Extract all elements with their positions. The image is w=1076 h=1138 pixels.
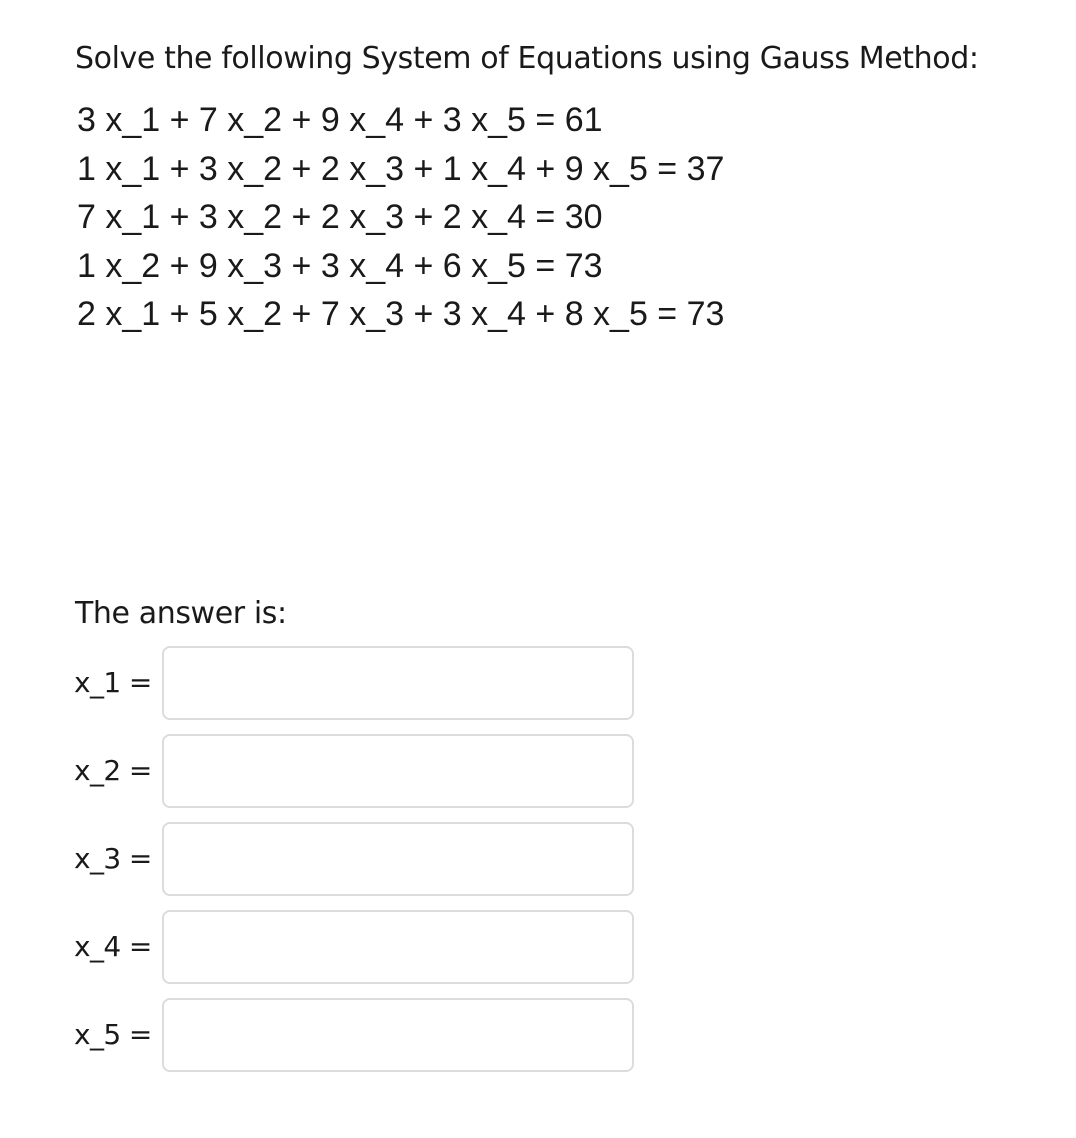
answer-row-x2	[0, 734, 640, 808]
question-prompt: Solve the following System of Equations using Gauss Method:	[75, 41, 979, 76]
answer-input-x5[interactable]	[162, 998, 634, 1072]
equation-system	[77, 96, 724, 339]
answer-row-x1	[0, 646, 640, 720]
answer-label-x1: x_1 =	[74, 666, 152, 699]
answer-input-x1[interactable]	[162, 646, 634, 720]
answer-label-x3: x_3 =	[74, 842, 152, 875]
answer-input-x4[interactable]	[162, 910, 634, 984]
equation-1: 3 x_1 + 7 x_2 + 9 x_4 + 3 x_5 = 61	[77, 101, 603, 139]
answer-input-x3[interactable]	[162, 822, 634, 896]
equation-2: 1 x_1 + 3 x_2 + 2 x_3 + 1 x_4 + 9 x_5 = 37	[77, 149, 725, 188]
answer-row-x5	[0, 998, 640, 1072]
answer-label-x5: x_5 =	[74, 1018, 152, 1051]
answer-heading: The answer is:	[75, 596, 287, 631]
equation-5: 2 x_1 + 5 x_2 + 7 x_3 + 3 x_4 + 8 x_5 = 73	[77, 295, 725, 333]
answer-row-x3	[0, 822, 640, 896]
answer-label-x2: x_2 =	[74, 754, 152, 787]
equation-4: 1 x_2 + 9 x_3 + 3 x_4 + 6 x_5 = 73	[77, 246, 603, 285]
answer-input-x2[interactable]	[162, 734, 634, 808]
equation-3: 7 x_1 + 3 x_2 + 2 x_3 + 2 x_4 = 30	[77, 198, 603, 236]
answer-label-x4: x_4 =	[74, 930, 152, 963]
answer-row-x4	[0, 910, 640, 984]
